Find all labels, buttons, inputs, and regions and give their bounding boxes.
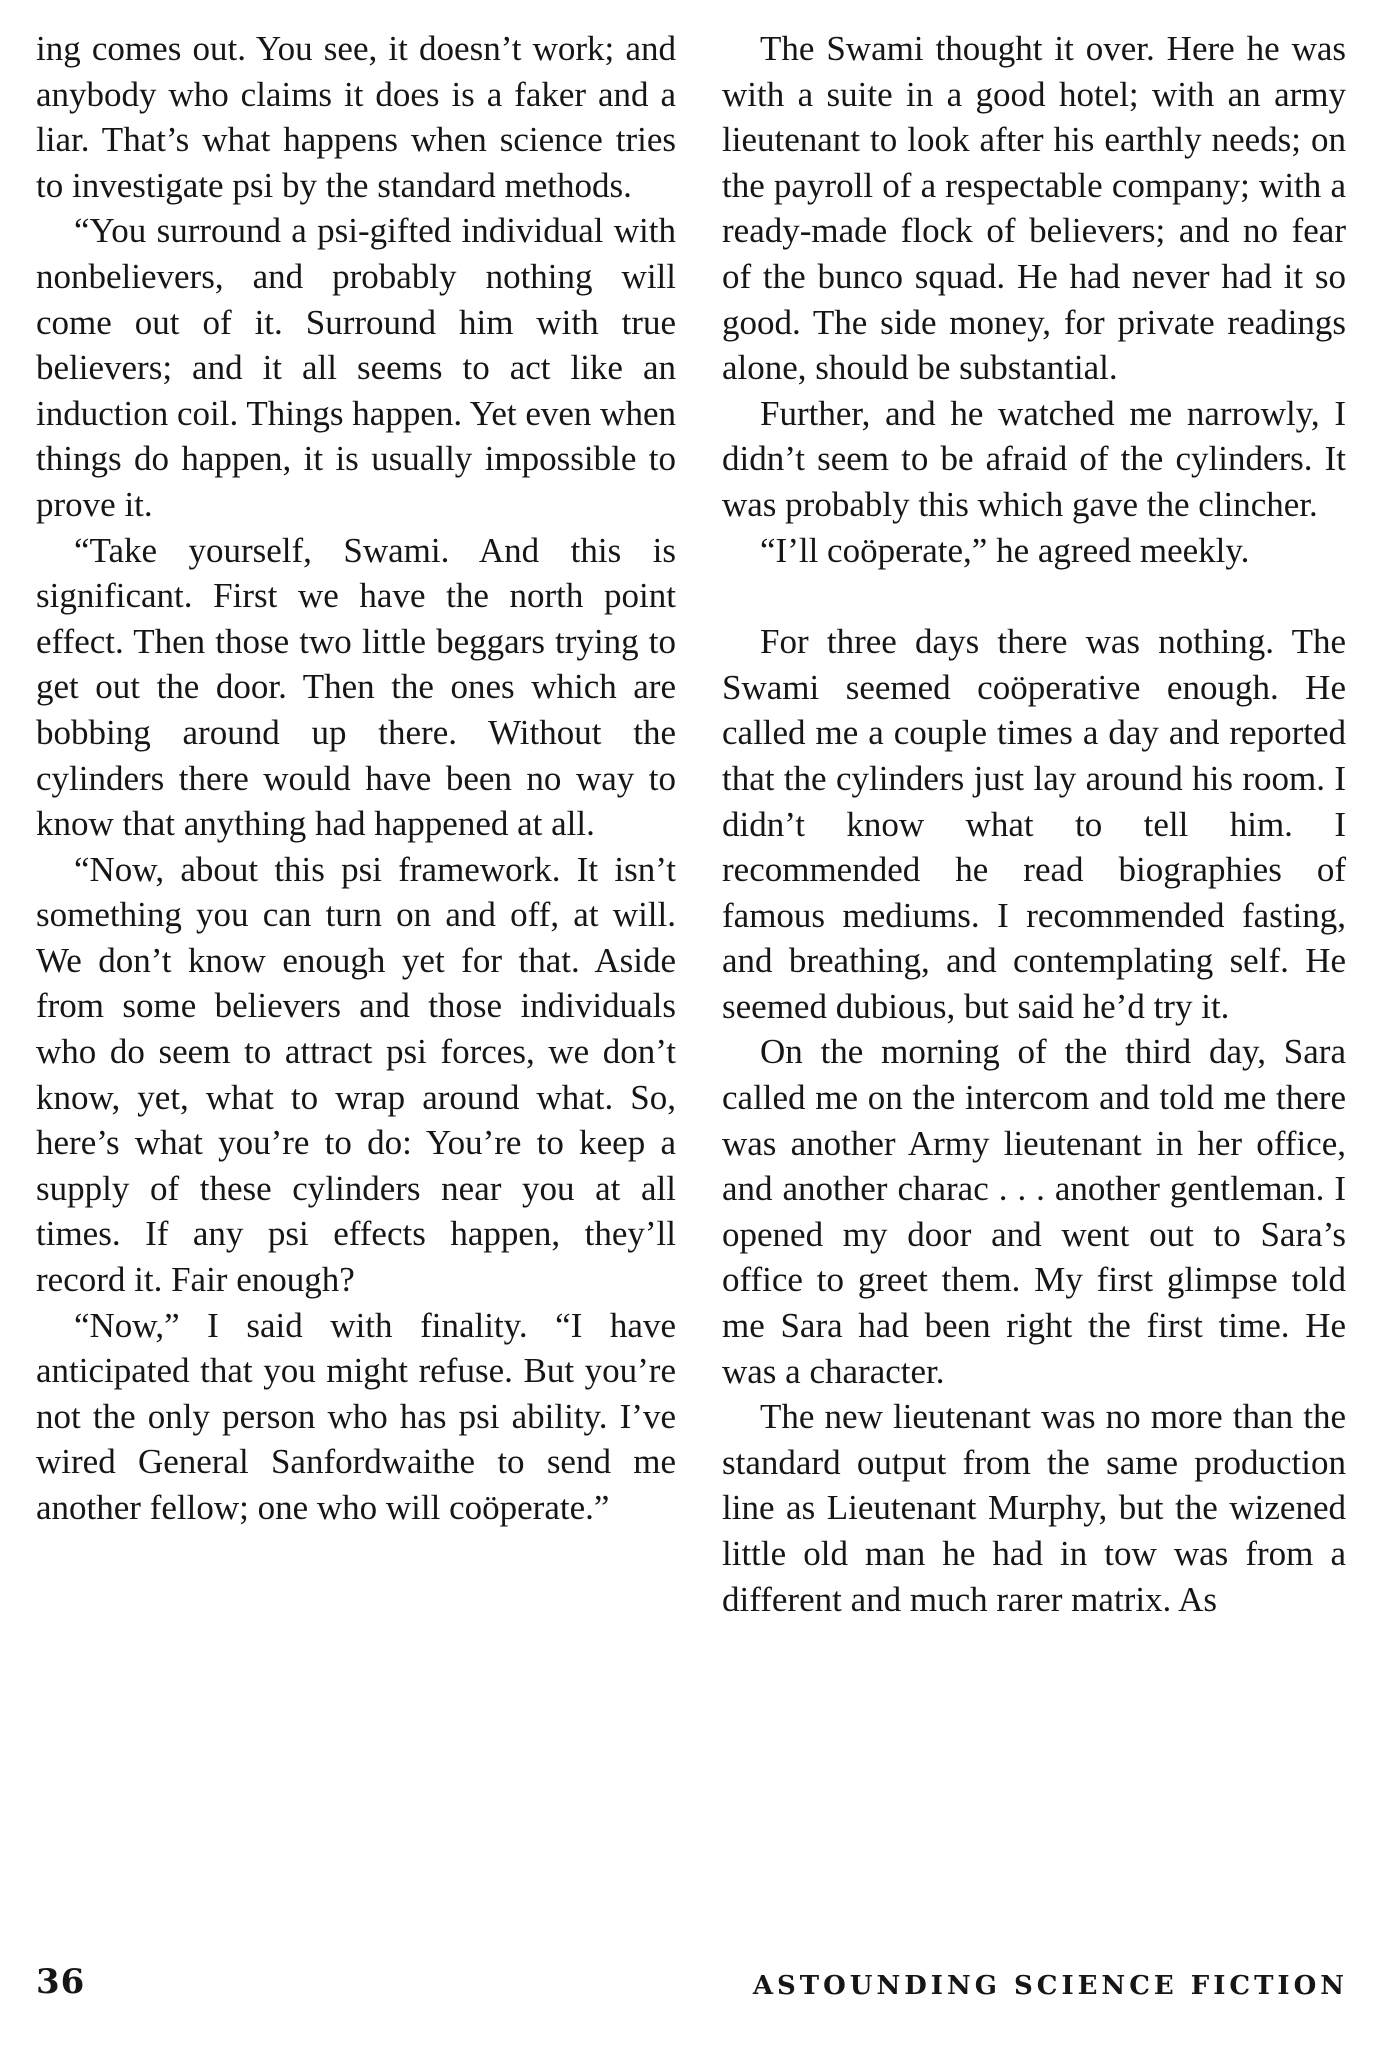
paragraph: “Now, about this psi framework. It isn’t something you can turn on and off, at will. We don’t know enough yet for that. Aside from some believers and those individuals who do seem to attract psi forces, we don’t know, yet, what to wrap around what. So, here’s what you’re to do: You’re to keep a supply of these cylinders near you at all times. If any psi effects happen, they’ll record it. Fair enough? (36, 849, 676, 1300)
running-head: ASTOUNDING SCIENCE FICTION (752, 1971, 1348, 2001)
paragraph: For three days there was nothing. The Swami seemed coöperative enough. He called me a couple times a day and reported that the cylinders just lay around his room. I didn’t know what to tell him. I recommended he read biographies of famous mediums. I recommended fasting, and breathing, and contemplating self. He seemed dubious, but said he’d try it. (722, 622, 1346, 1026)
paragraph: “You surround a psi-gifted individual with nonbelievers, and probably nothing will come out of it. Surround him with true believers; and it all seems to act like an induction coil. Things happen. Yet even when things do happen, it is usually impossible to prove it. (36, 211, 676, 524)
page-number: 36 (36, 1962, 86, 2002)
right-column (722, 26, 1346, 1622)
left-column (36, 26, 676, 1531)
paragraph: ing comes out. You see, it doesn’t work; and anybody who claims it does is a faker and a liar. That’s what happens when science tries to investigate psi by the standard methods. (36, 29, 676, 205)
paragraph: The Swami thought it over. Here he was with a suite in a good hotel; with an army lieutenant to look after his earthly needs; on the payroll of a respectable company; with a ready-made flock of believers; and no fear of the bunco squad. He had never had it so good. The side money, for private readings alone, should be substantial. (722, 29, 1346, 388)
paragraph: “Now,” I said with finality. “I have anticipated that you might refuse. But you’re not the only person who has psi ability. I’ve wired General Sanfordwaithe to send me another fellow; one who will coöperate.” (36, 1305, 676, 1527)
paragraph: “I’ll coöperate,” he agreed meekly. (760, 530, 1250, 570)
section-break (722, 573, 1346, 619)
paragraph: “Take yourself, Swami. And this is significant. First we have the north point effect. Then those two little beggars trying to get out the door. Then the ones which are bobbing around up there. Without the cylinders there would have been no way to know that anything had happened at all. (36, 530, 676, 844)
paragraph: Further, and he watched me narrowly, I didn’t seem to be afraid of the cylinders. It was probably this which gave the clincher. (722, 393, 1346, 524)
paragraph: The new lieutenant was no more than the standard output from the same production line as Lieutenant Murphy, but the wizened little old man he had in tow was from a different and much rarer matrix. As (722, 1397, 1346, 1619)
paragraph: On the morning of the third day, Sara called me on the intercom and told me there was another Army lieutenant in her office, and another charac . . . another gentleman. I opened my door and went out to Sara’s office to greet them. My first glimpse told me Sara had been right the first time. He was a character. (722, 1032, 1346, 1391)
